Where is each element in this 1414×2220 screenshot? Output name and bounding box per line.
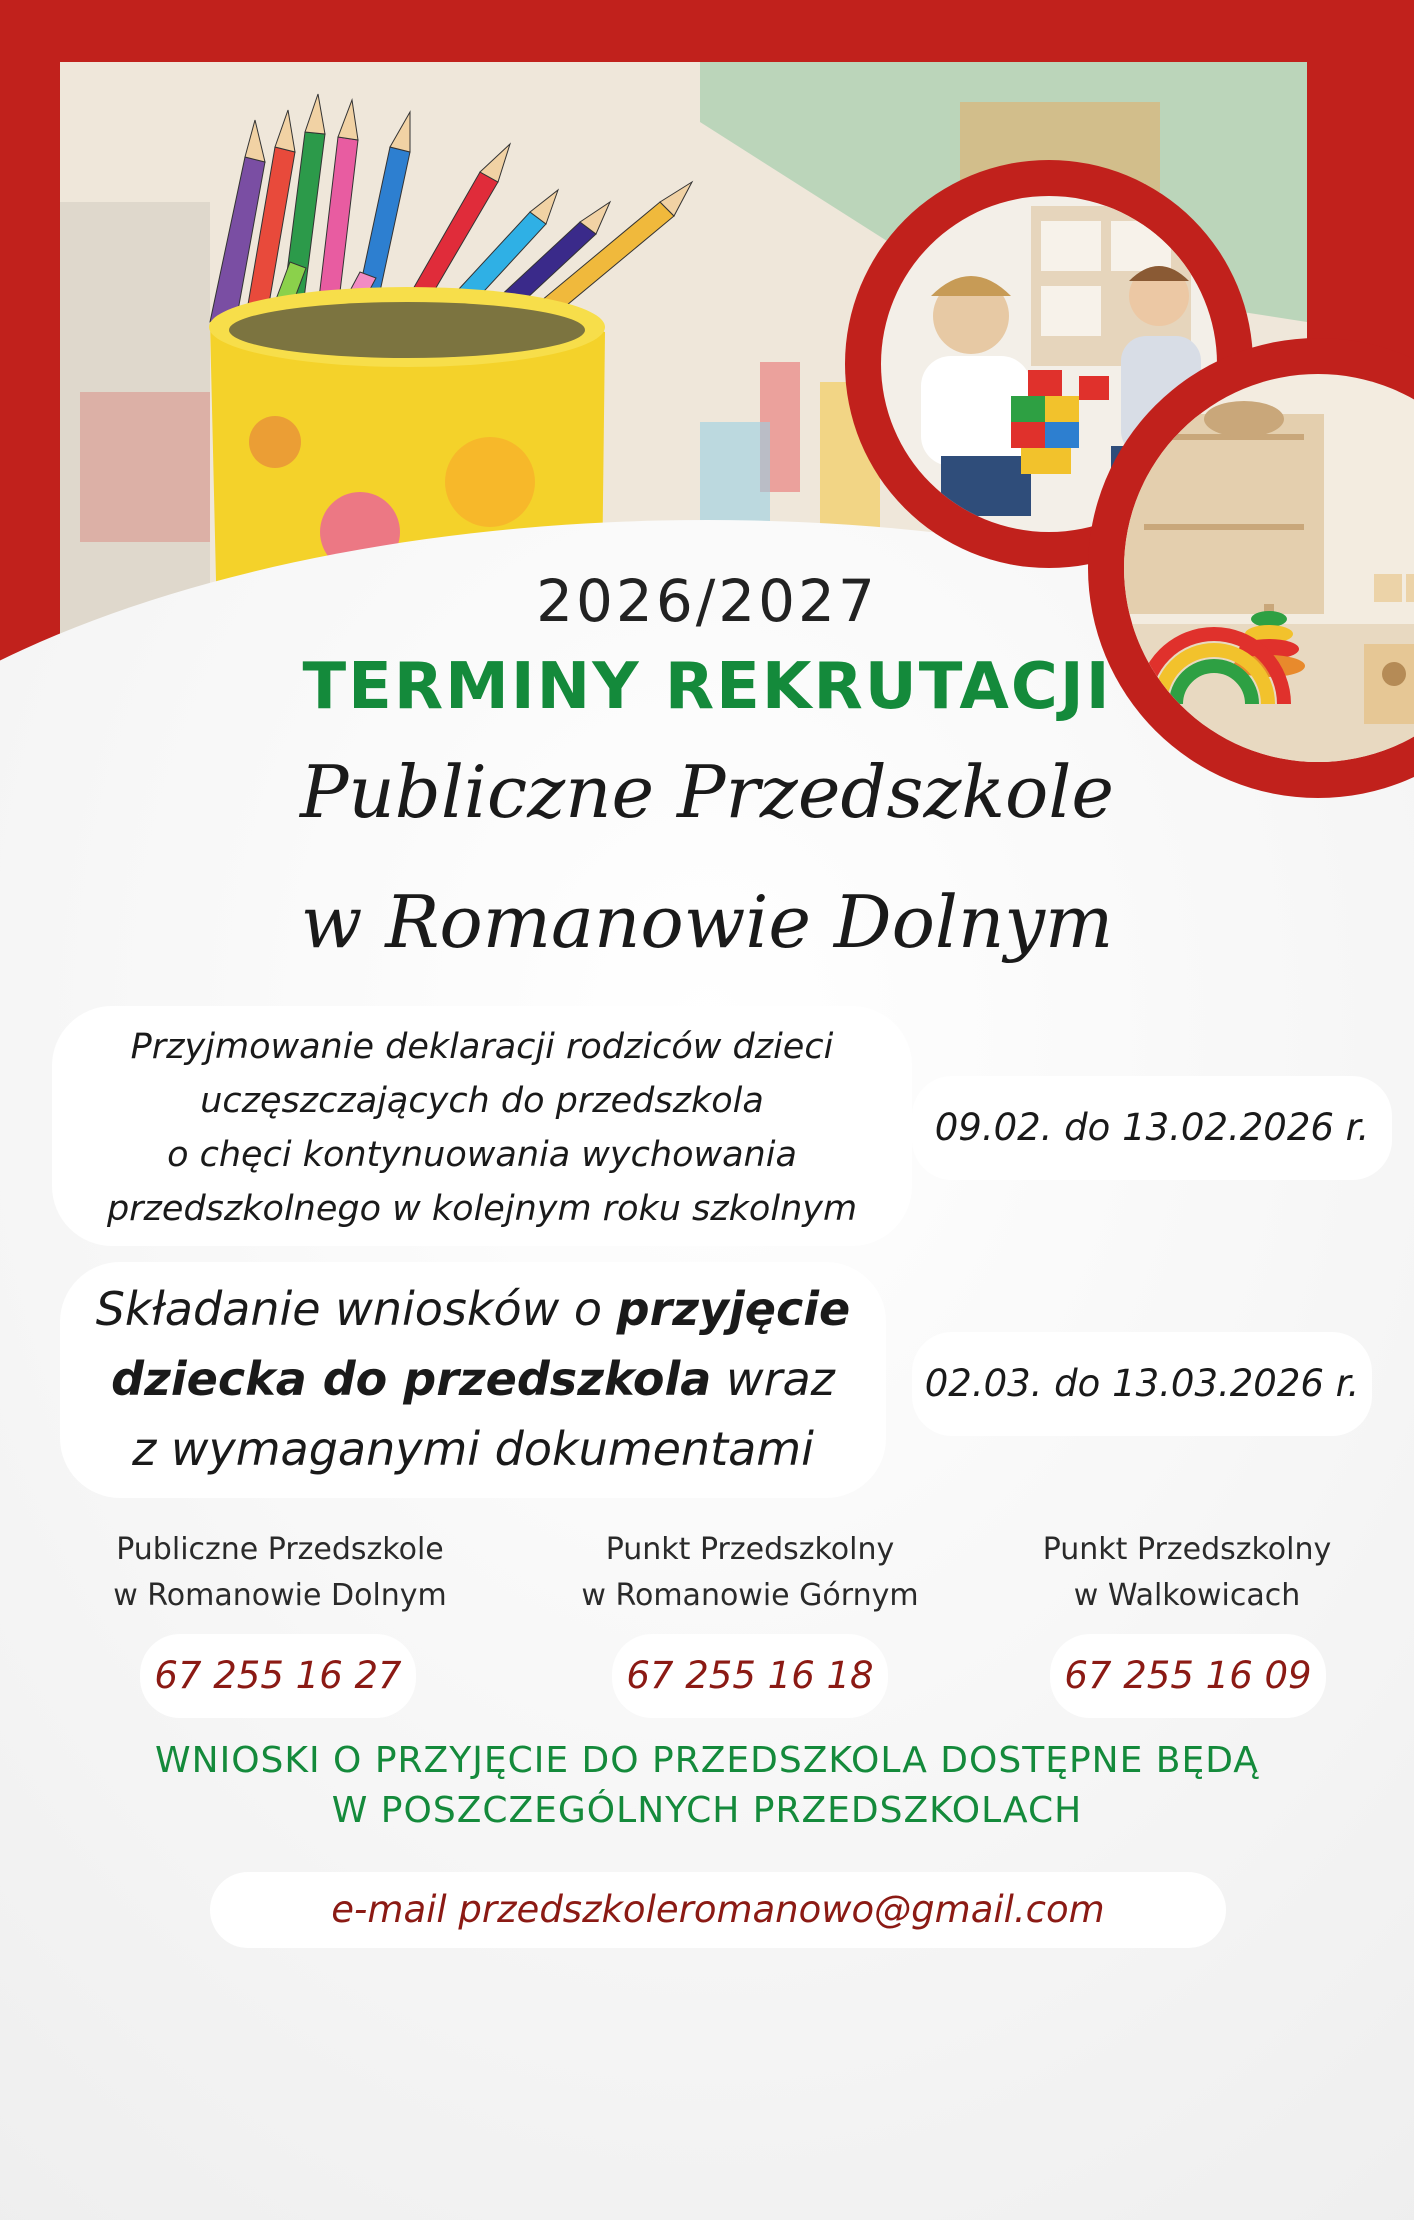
notice-line-2: W POSZCZEGÓLNYCH PRZEDSZKOLACH: [331, 1790, 1083, 1831]
schedule-date-1: [912, 1076, 1392, 1180]
location-3-place: w Walkowicach: [1073, 1578, 1301, 1613]
schedule-item-1: [52, 1006, 912, 1246]
location-2-name: Punkt Przedszkolny: [605, 1532, 895, 1567]
schedule-item-2-bold-1: przyjęcie: [616, 1282, 851, 1336]
location-1-name: Publiczne Przedszkole: [116, 1532, 444, 1567]
phone-location-3[interactable]: 67 255 16 09: [1050, 1634, 1326, 1718]
email-box: [210, 1872, 1226, 1948]
schedule-item-1-line-4: przedszkolnego w kolejnym roku szkolnym: [106, 1189, 858, 1229]
schedule-item-1-line-1: Przyjmowanie deklaracji rodziców dzieci: [130, 1027, 834, 1067]
phone-location-1[interactable]: 67 255 16 27: [140, 1634, 416, 1718]
schedule-item-2-text-2: wraz: [711, 1352, 835, 1406]
page-title: TERMINY REKRUTACJI: [302, 650, 1112, 724]
school-year: 2026/2027: [536, 567, 878, 635]
phone-location-2[interactable]: 67 255 16 18: [612, 1634, 888, 1718]
location-3: [1000, 1527, 1374, 1619]
schedule-date-2-text: 02.03. do 13.03.2026 r.: [924, 1362, 1360, 1405]
school-name-line-2: w Romanowie Dolnym: [300, 880, 1114, 964]
schedule-item-1-line-3: o chęci kontynuowania wychowania: [167, 1135, 797, 1175]
schedule-item-2-bold-2: dziecka do przedszkola: [111, 1352, 712, 1406]
schedule-item-2-text: Składanie wniosków o: [95, 1282, 617, 1336]
schedule-item-2-line-3: z wymaganymi dokumentami: [132, 1422, 814, 1476]
email-link[interactable]: e-mail przedszkoleromanowo@gmail.com: [331, 1888, 1105, 1931]
location-1: [60, 1527, 500, 1619]
schedule-date-1-text: 09.02. do 13.02.2026 r.: [934, 1106, 1370, 1149]
location-1-place: w Romanowie Dolnym: [113, 1578, 447, 1613]
schedule-item-2: [60, 1262, 886, 1498]
school-name-line-1: Publiczne Przedszkole: [299, 750, 1115, 834]
schedule-item-1-line-2: uczęszczających do przedszkola: [200, 1081, 764, 1121]
notice-line-1: WNIOSKI O PRZYJĘCIE DO PRZEDSZKOLA DOSTĘPNE BĘDĄ: [155, 1740, 1259, 1781]
location-3-name: Punkt Przedszkolny: [1042, 1532, 1332, 1567]
location-2-place: w Romanowie Górnym: [581, 1578, 919, 1613]
schedule-date-2: [912, 1332, 1372, 1436]
location-2: [540, 1527, 960, 1619]
